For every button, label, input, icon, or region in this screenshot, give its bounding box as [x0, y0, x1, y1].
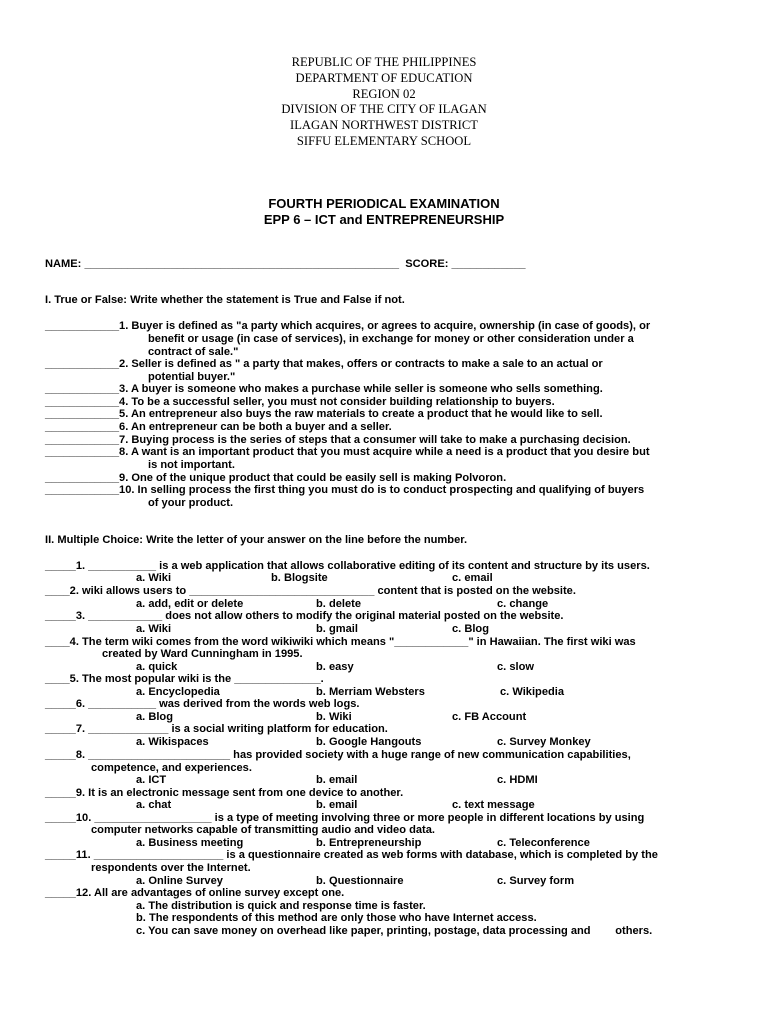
- part1-instruction: I. True or False: Write whether the statement is True and False if not.: [45, 294, 405, 306]
- mc-choice-a: a. Business meeting: [136, 837, 244, 849]
- header-line: DIVISION OF THE CITY OF ILAGAN: [281, 102, 487, 117]
- tf-item-6: ____________6. An entrepreneur can be both a buyer and a seller.: [45, 421, 392, 433]
- mc-choice-b: b. The respondents of this method are only those who have Internet access.: [136, 912, 537, 924]
- mc-choice-c: c. slow: [497, 661, 534, 673]
- tf-item-1: ____________1. Buyer is defined as "a party which acquires, or agrees to acquire, ownership (in case of goods), or: [45, 320, 651, 332]
- mc-choice-c: c. FB Account: [452, 711, 527, 723]
- mc-choice-c: c. Survey form: [497, 875, 575, 887]
- header-line: DEPARTMENT OF EDUCATION: [295, 70, 473, 85]
- mc-choice-b: b. Blogsite: [271, 572, 328, 584]
- tf-item-2-cont: potential buyer.": [148, 371, 236, 383]
- mc-choice-a: a. Wiki: [136, 572, 172, 584]
- mc-choice-c: c. Wikipedia: [500, 686, 565, 698]
- tf-item-7: ____________7. Buying process is the series of steps that a consumer will take to make a purchasing decision.: [45, 434, 631, 446]
- mc-choice-c: c. HDMI: [497, 774, 538, 786]
- header-line: REGION 02: [352, 86, 416, 101]
- mc-question-7: _____7. _____________ is a social writing platform for education.: [45, 723, 388, 735]
- mc-choice-a: a. quick: [136, 661, 178, 673]
- mc-question-6: _____6. ___________ was derived from the words web logs.: [45, 698, 360, 710]
- header-line: REPUBLIC OF THE PHILIPPINES: [291, 55, 477, 69]
- mc-choice-c: c. Teleconference: [497, 837, 590, 849]
- mc-question-3: _____3. ____________ does not allow others to modify the original material posted on the website.: [45, 610, 564, 622]
- exam-subject: EPP 6 – ICT and ENTREPRENEURSHIP: [263, 212, 505, 227]
- mc-choice-c: c. email: [452, 572, 493, 584]
- part2-instruction: II. Multiple Choice: Write the letter of your answer on the line before the number.: [45, 534, 468, 546]
- mc-question-11-cont: respondents over the Internet.: [91, 862, 251, 874]
- mc-choice-c: c. Survey Monkey: [497, 736, 591, 748]
- mc-choice-c: c. Blog: [452, 623, 489, 635]
- mc-question-8: _____8. _______________________ has provided society with a huge range of new communication capabilities,: [45, 749, 631, 761]
- mc-choice-b: b. email: [316, 799, 358, 811]
- mc-question-8-cont: competence, and experiences.: [91, 762, 252, 774]
- tf-item-9: ____________9. One of the unique product that could be easily sell is making Polvoron.: [45, 472, 507, 484]
- tf-item-1-cont: benefit or usage (in case of services), in exchange for money or other consideration under a: [148, 333, 634, 345]
- tf-item-8: ____________8. A want is an important product that you must acquire while a need is a product that you desire but: [45, 446, 650, 458]
- name-score-line: NAME: ___________________________________________________ SCORE: ____________: [45, 258, 526, 270]
- mc-question-11: _____11. _____________________ is a questionnaire created as web forms with database, which is completed by the: [45, 849, 658, 861]
- mc-question-4: ____4. The term wiki comes from the word wikiwiki which means "____________" in Hawaiian. The first wiki was: [45, 636, 636, 648]
- mc-question-12: _____12. All are advantages of online survey except one.: [45, 887, 345, 899]
- exam-title: FOURTH PERIODICAL EXAMINATION: [268, 196, 500, 211]
- mc-choice-b: b. Google Hangouts: [316, 736, 422, 748]
- mc-choice-a: a. ICT: [136, 774, 167, 786]
- mc-choice-c: c. text message: [452, 799, 535, 811]
- mc-question-10: _____10. ___________________ is a type of meeting involving three or more people in different locations by using: [45, 812, 645, 824]
- tf-item-10: ____________10. In selling process the first thing you must do is to conduct prospecting and qualifying of buyers: [45, 484, 645, 496]
- mc-question-1: _____1. ___________ is a web application that allows collaborative editing of its content and structure by its users.: [45, 560, 650, 572]
- tf-item-3: ____________3. A buyer is someone who makes a purchase while seller is someone who sells something.: [45, 383, 603, 395]
- mc-question-9: _____9. It is an electronic message sent from one device to another.: [45, 787, 404, 799]
- mc-choice-b: b. delete: [316, 598, 362, 610]
- exam-title-block: [0, 196, 768, 228]
- header-line: SIFFU ELEMENTARY SCHOOL: [296, 133, 472, 148]
- mc-choice-b: b. email: [316, 774, 358, 786]
- mc-choice-a: a. Online Survey: [136, 875, 223, 887]
- mc-choice-b: b. Wiki: [316, 711, 352, 723]
- mc-choice-a: a. Wiki: [136, 623, 172, 635]
- mc-choice-a: a. Wikispaces: [136, 736, 209, 748]
- mc-question-10-cont: computer networks capable of transmitting audio and video data.: [91, 824, 435, 836]
- header-line: ILAGAN NORTHWEST DISTRICT: [290, 118, 478, 133]
- mc-choice-a: a. chat: [136, 799, 172, 811]
- mc-choice-b: b. gmail: [316, 623, 358, 635]
- mc-question-2: ____2. wiki allows users to ______________________________ content that is posted on the website.: [45, 585, 576, 597]
- tf-item-1-cont: contract of sale.": [148, 346, 239, 358]
- mc-question-5: ____5. The most popular wiki is the ______________.: [45, 673, 324, 685]
- tf-item-2: ____________2. Seller is defined as " a party that makes, offers or contracts to make a sale to an actual or: [45, 358, 603, 370]
- mc-choice-b: b. Entrepreneurship: [316, 837, 422, 849]
- tf-item-5: ____________5. An entrepreneur also buys the raw materials to create a product that he would like to sell.: [45, 408, 603, 420]
- mc-choice-a: a. Encyclopedia: [136, 686, 220, 698]
- mc-choice-a: a. Blog: [136, 711, 173, 723]
- mc-choice-c: c. change: [497, 598, 549, 610]
- mc-choice-b: b. easy: [316, 661, 354, 673]
- tf-item-10-cont: of your product.: [148, 497, 234, 509]
- mc-choice-a: a. The distribution is quick and response time is faster.: [136, 900, 426, 912]
- mc-choice-b: b. Merriam Websters: [316, 686, 425, 698]
- mc-question-4-cont: created by Ward Cunningham in 1995.: [102, 648, 303, 660]
- mc-choice-b: b. Questionnaire: [316, 875, 404, 887]
- school-header: [0, 55, 768, 150]
- mc-choice-a: a. add, edit or delete: [136, 598, 244, 610]
- tf-item-8-cont: is not important.: [148, 459, 235, 471]
- tf-item-4: ____________4. To be a successful seller, you must not consider building relationship to buyers.: [45, 396, 555, 408]
- mc-choice-c: c. You can save money on overhead like paper, printing, postage, data processing and others.: [136, 925, 653, 937]
